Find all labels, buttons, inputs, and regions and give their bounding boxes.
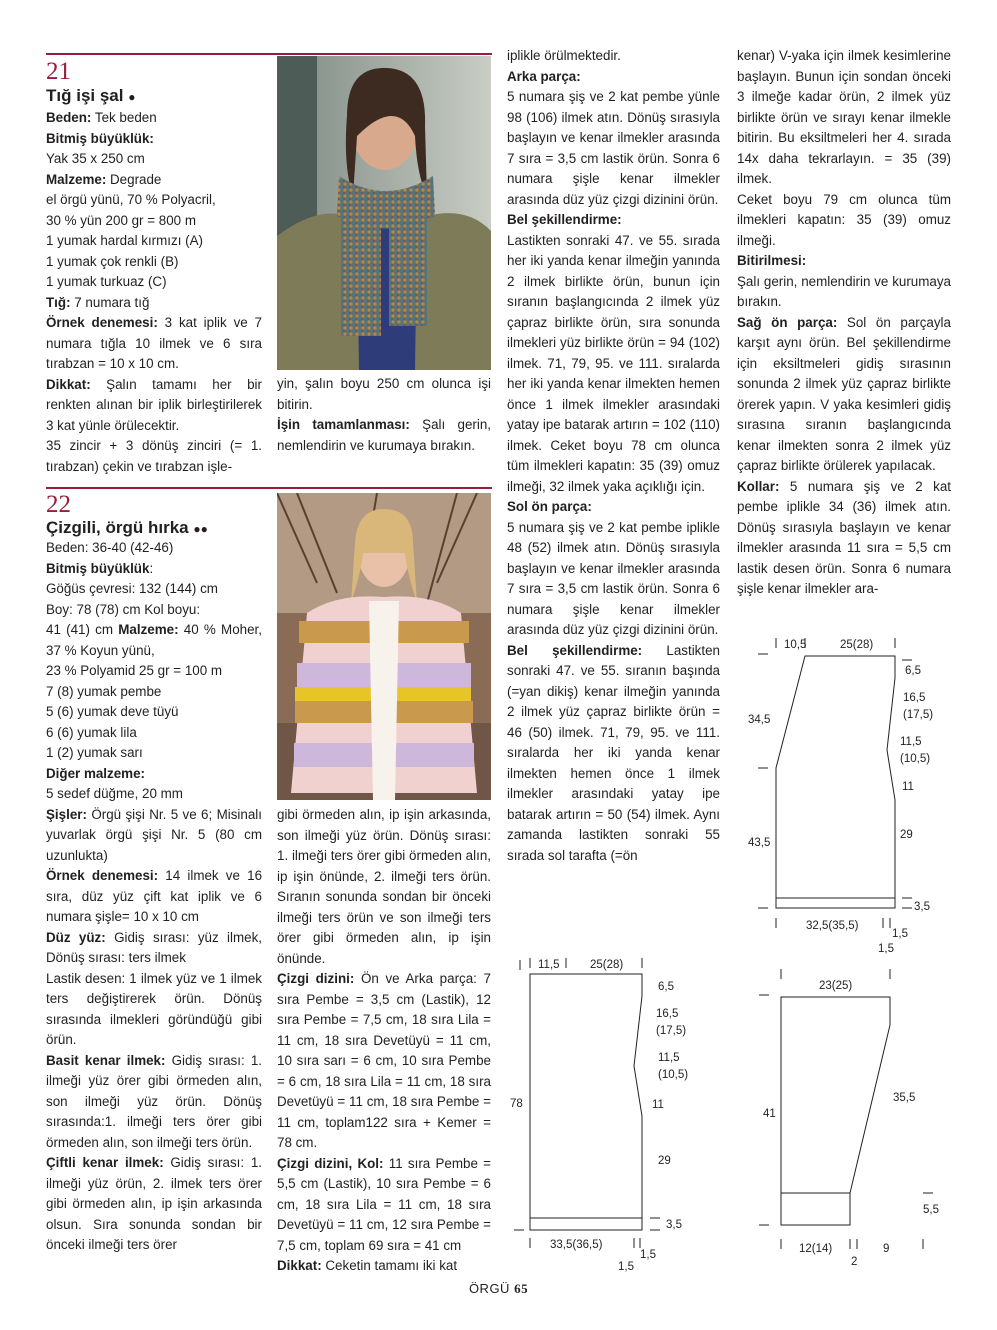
sleeve-r2: 5,5 bbox=[923, 1204, 939, 1216]
paragraph-text: gibi örmeden alın, ip işin arkasında, son ilmeği yüz örün. Dönüş sırası: 1. ilmeği ters örer gibi örmeden alın, ip işin önünde, 2. ilmeği ters örün. Sıranın sonunda sondan bir önceki ilmeği ters örün ve son ilmeği ters örer gibi örmeden alın, ip işin önünde. bbox=[277, 807, 491, 966]
paragraph-label: Sağ ön parça: bbox=[737, 314, 838, 330]
paragraph bbox=[46, 149, 262, 170]
paragraph-text: 30 % yün 200 gr = 800 m bbox=[46, 212, 196, 228]
paragraph-text: Gidiş sırası: yüz ilmek, Dönüş sırası: ters ilmek bbox=[46, 929, 263, 965]
page-footer bbox=[0, 1281, 997, 1297]
paragraph bbox=[46, 805, 262, 867]
paragraph-text: Örgü şişi Nr. 5 ve 6; Misinalı yuvarlak örgü şişi Nr. 5 (80 cm uzunlukta) bbox=[46, 806, 262, 863]
front-r2a: 16,5 bbox=[903, 692, 926, 704]
section-number-21: 21 bbox=[46, 58, 71, 85]
front-top-left: 10,5 bbox=[784, 639, 807, 651]
front-top-right: 25(28) bbox=[840, 639, 874, 651]
paragraph-text: Şalın tamamı her bir renkten alınan bir iplik birleştirilerek 3 kat yünle örülecektir. bbox=[46, 376, 262, 433]
paragraph-text: Yak 35 x 250 cm bbox=[46, 151, 145, 166]
paragraph bbox=[46, 129, 262, 150]
front-r3b: (10,5) bbox=[900, 753, 931, 765]
paragraph-label: Bitmiş büyüklük bbox=[46, 560, 150, 576]
paragraph-text: Beden: 36-40 (42-46) bbox=[46, 540, 174, 555]
cardigan-photo bbox=[277, 493, 491, 800]
paragraph-label: Dikkat: bbox=[46, 376, 91, 392]
paragraph bbox=[507, 46, 720, 67]
paragraph bbox=[277, 1256, 491, 1277]
paragraph-label: Diğer malzeme: bbox=[46, 765, 145, 781]
paragraph bbox=[46, 784, 262, 805]
paragraph bbox=[46, 661, 262, 682]
paragraph bbox=[46, 866, 262, 928]
paragraph bbox=[46, 723, 262, 744]
paragraph-text: 3 kat iplik ve 7 numara tığla 10 ilmek ve 6 sıra tırabzan = 10 x 10 cm. bbox=[46, 315, 263, 371]
paragraph bbox=[277, 1154, 491, 1257]
paragraph-label: Sol ön parça: bbox=[507, 499, 592, 514]
paragraph-text: 41 (41) cm bbox=[46, 622, 114, 637]
sleeve-top: 23(25) bbox=[819, 980, 853, 992]
paragraph-label: Malzeme: bbox=[113, 622, 179, 637]
paragraph bbox=[46, 1051, 262, 1154]
paragraph-text: Degrade bbox=[106, 171, 162, 187]
front-bottom: 32,5(35,5) bbox=[806, 920, 859, 932]
back-r5: 29 bbox=[658, 1155, 671, 1167]
paragraph bbox=[277, 415, 491, 456]
paragraph bbox=[46, 764, 262, 785]
paragraph bbox=[507, 67, 720, 88]
paragraph bbox=[46, 211, 262, 232]
paragraph bbox=[277, 374, 491, 415]
paragraph-text: : bbox=[149, 560, 154, 576]
paragraph bbox=[737, 46, 951, 190]
paragraph bbox=[46, 969, 262, 1051]
paragraph-label: Örnek denemesi: bbox=[46, 868, 159, 883]
paragraph bbox=[46, 620, 262, 661]
paragraph-text: Şalı gerin, nemlendirin ve kurumaya bırakın. bbox=[737, 273, 951, 309]
paragraph bbox=[46, 252, 262, 273]
sleeve-b1: 12(14) bbox=[799, 1243, 833, 1255]
paragraph-label: Çiftli kenar ilmek: bbox=[46, 1155, 164, 1170]
paragraph bbox=[507, 87, 720, 210]
paragraph bbox=[46, 928, 262, 969]
paragraph-text: kenar) V-yaka için ilmek kesimlerine başlayın. Bunun için sondan önceki 3 ilmeğe kadar örün, 2 ilmek yüz birlikte örün ve sırayı kenar ilmekle bitirin. Bu eksiltmeleri her 4. sırada 14x daha tekrarlayın. = 35 (39) ilmek. bbox=[737, 48, 951, 186]
back-bottom: 33,5(36,5) bbox=[550, 1239, 603, 1251]
page-number: 65 bbox=[514, 1281, 529, 1296]
paragraph bbox=[507, 518, 720, 641]
front-l2: 43,5 bbox=[748, 837, 771, 849]
paragraph bbox=[46, 743, 262, 764]
paragraph-label: Dikkat: bbox=[277, 1258, 322, 1273]
front-piece-diagram bbox=[740, 630, 960, 960]
paragraph-label: Örnek denemesi: bbox=[46, 315, 158, 330]
paragraph-label: Kollar: bbox=[737, 478, 780, 494]
paragraph bbox=[737, 272, 951, 313]
paragraph-text: Lastik desen: 1 ilmek yüz ve 1 ilmek ters değiştirerek örün. Dönüş sırasında ilmekleri göründüğü gibi örün. bbox=[46, 970, 262, 1047]
paragraph-label: Bitmiş büyüklük: bbox=[46, 130, 154, 146]
paragraph-label: Düz yüz: bbox=[46, 929, 106, 945]
back-piece-diagram bbox=[510, 948, 710, 1278]
section-title-21: Tığ işi şal ● bbox=[46, 86, 136, 105]
back-l1: 78 bbox=[510, 1098, 523, 1110]
paragraph-text: 1 yumak çok renkli (B) bbox=[46, 253, 179, 269]
paragraph-text: yin, şalın boyu 250 cm olunca işi bitirin. bbox=[277, 376, 491, 412]
sleeve-b2: 9 bbox=[883, 1243, 890, 1255]
paragraph bbox=[507, 210, 720, 231]
paragraph bbox=[737, 190, 951, 252]
paragraph-label: Çizgi dizini: bbox=[277, 971, 355, 986]
paragraph-label: Şişler: bbox=[46, 806, 87, 822]
paragraph bbox=[507, 641, 720, 867]
front-r3a: 11,5 bbox=[900, 736, 922, 748]
paragraph-label: İşin tamamlanması: bbox=[277, 417, 410, 432]
s22-text-col1 bbox=[46, 538, 262, 1256]
paragraph-text: 5 numara şiş ve 2 kat pembe yünle 98 (106) ilmek atın. Dönüş sırasıyla başlayın ve kenar ilmekler arasında 7 sıra = 3,5 cm lastik örün. Sonra 6 numara şişle kenar ilmekler arasında düz yüz çizgi dizinini örün. bbox=[507, 89, 720, 207]
paragraph-text: Gidiş sırası: 1. ilmeği yüz örer gibi örmeden alın, son ilmeği yüz örün. Dönüş sırasında:1. ilmeği ters örer gibi örmeden alın, son ilmeği ters örün. bbox=[46, 1052, 262, 1150]
paragraph-text: 14 ilmek ve 16 sıra, düz yüz çift kat iplik ve 6 numara şişle= 10 x 10 cm bbox=[46, 868, 263, 924]
paragraph-text: 1 (2) yumak sarı bbox=[46, 745, 143, 760]
paragraph-text: 6 (6) yumak lila bbox=[46, 724, 137, 740]
paragraph-label: Basit kenar ilmek: bbox=[46, 1052, 166, 1068]
front-l1: 34,5 bbox=[748, 714, 771, 726]
paragraph-label: Bitirilmesi: bbox=[737, 253, 807, 268]
paragraph-text: Ceket boyu 79 cm olunca tüm ilmekleri kapatın: 35 (39) omuz ilmeği. bbox=[737, 191, 951, 248]
paragraph bbox=[46, 538, 262, 559]
sleeve-b3: 2 bbox=[851, 1256, 858, 1265]
paragraph-text: 11 sıra Pembe = 5,5 cm (Lastik), 10 sıra Pembe = 6 cm, 18 sıra Lila = 11 cm, 18 sıra Devetüyü = 11 cm, 12 sıra Pembe = 7,5 cm, toplam 69 sıra = 41 cm bbox=[277, 1155, 491, 1253]
paragraph-text: 35 zincir + 3 dönüş zinciri (= 1. tırabzan) çekin ve tırabzan işle- bbox=[46, 438, 262, 474]
paragraph bbox=[507, 231, 720, 498]
front-b2: 1,5 bbox=[878, 943, 894, 955]
sleeve-l1: 41 bbox=[763, 1108, 776, 1120]
paragraph bbox=[46, 436, 262, 477]
paragraph-text: Ceketin tamamı iki kat bbox=[321, 1258, 458, 1273]
back-top-right: 25(28) bbox=[590, 959, 624, 971]
paragraph-text: iplikle örülmektedir. bbox=[507, 48, 621, 63]
back-b1: 1,5 bbox=[640, 1249, 656, 1261]
paragraph-text: 7 (8) yumak pembe bbox=[46, 683, 162, 699]
section-rule-21 bbox=[46, 53, 492, 55]
back-r3a: 11,5 bbox=[658, 1052, 680, 1064]
paragraph bbox=[46, 190, 262, 211]
sleeve-r1: 35,5 bbox=[893, 1092, 916, 1104]
paragraph-label: Beden: bbox=[46, 110, 92, 125]
paragraph bbox=[277, 969, 491, 1154]
paragraph bbox=[46, 559, 262, 580]
paragraph-label: Tığ: bbox=[46, 294, 71, 310]
s22-text-col3 bbox=[507, 46, 720, 866]
paragraph bbox=[46, 313, 262, 375]
paragraph bbox=[46, 108, 262, 129]
paragraph-text: 5 sedef düğme, 20 mm bbox=[46, 786, 183, 801]
paragraph-text: 1 yumak turkuaz (C) bbox=[46, 274, 167, 289]
paragraph bbox=[507, 497, 720, 518]
front-r4: 11 bbox=[902, 781, 914, 793]
s22-text-col2 bbox=[277, 805, 491, 1277]
paragraph bbox=[46, 702, 262, 723]
paragraph-text: Şalı gerin, nemlendirin ve kurumaya bırakın. bbox=[277, 417, 491, 453]
sleeve-outline bbox=[781, 997, 890, 1225]
paragraph bbox=[737, 477, 951, 600]
paragraph-label: Arka parça: bbox=[507, 68, 581, 84]
sleeve-diagram bbox=[745, 965, 965, 1265]
paragraph-text: 5 (6) yumak deve tüyü bbox=[46, 704, 179, 719]
section-title-22: Çizgili, örgü hırka ●● bbox=[46, 518, 208, 537]
paragraph bbox=[46, 1153, 262, 1256]
paragraph bbox=[46, 579, 262, 600]
difficulty-icon: ● bbox=[128, 90, 136, 104]
paragraph bbox=[46, 600, 262, 621]
paragraph-text: Lastikten sonraki 47. ve 55. sırada her iki yanda kenar ilmeğin yanında 2 ilmek birlikte örün, bunun için sıranın başlangıcında 2 ilmek yüz çapraz birlikte örün, sıra sonunda ilmekleri yüz birlikte örün = 94 (102) ilmek. 71, 79, 95. ve 111. sıralarda her iki yanda kenar ilmekten hemen önce 1 ilmek ilmekler arasındaki yatay ipe batarak artırın = 102 (110) ilmek. Ceket boyu 78 cm olunca tüm ilmekleri kapatın: 35 (39) omuz ilmeği, 32 ilmek yaka açıklığı için. bbox=[507, 232, 720, 494]
paragraph-text: 5 numara şiş ve 2 kat pembe iplikle 34 (36) ilmek atın. Dönüş sırasıyla başlayın ve kenar ilmekler arasında 11 sıra = 5,5 cm lastik desen örün. Sonra 6 numara şişle kenar ilmekler ara- bbox=[737, 478, 951, 596]
paragraph-text: 40 % Moher, 37 % Koyun yünü, bbox=[46, 622, 262, 658]
paragraph bbox=[277, 805, 491, 969]
s22-text-col4 bbox=[737, 46, 951, 600]
s21-text-col1 bbox=[46, 108, 262, 477]
paragraph-text: 23 % Polyamid 25 gr = 100 m bbox=[46, 663, 223, 678]
paragraph-text: Tek beden bbox=[91, 110, 157, 125]
scarf-photo bbox=[277, 56, 491, 370]
paragraph-text: el örgü yünü, 70 % Polyacril, bbox=[46, 192, 216, 207]
paragraph-text: Göğüs çevresi: 132 (144) cm bbox=[46, 581, 218, 596]
front-r5: 29 bbox=[900, 829, 913, 841]
paragraph-text: Sol ön parçayla karşıt aynı örün. Bel şekillendirme için eksiltmeleri gidiş sırasının sonunda 2 ilmek yüz çapraz birlikte örerek yapın. V yaka kesimleri gidiş sırasına sıranın başlangıcında kenar ilmekten sonra 2 ilmek yüz çapraz birlikte örülerek yapılacak. bbox=[737, 314, 951, 473]
back-r3b: (10,5) bbox=[658, 1069, 689, 1081]
back-r2a: 16,5 bbox=[656, 1008, 679, 1020]
paragraph-text: 7 numara tığ bbox=[70, 294, 150, 310]
back-r6: 3,5 bbox=[666, 1219, 682, 1231]
difficulty-icon: ●● bbox=[193, 522, 208, 536]
paragraph-text: 5 numara şiş ve 2 kat pembe iplikle 48 (52) ilmek atın. Dönüş sırasıyla başlayın ve kenar ilmekler arasında 7 sıra = 3,5 cm lastik örün. Sonra 6 numara şişle kenar ilmekler arasında düz yüz çizgi dizinini örün. bbox=[507, 519, 720, 637]
paragraph-label: Bel şekillendirme: bbox=[507, 642, 643, 658]
back-r2b: (17,5) bbox=[656, 1025, 687, 1037]
paragraph-text: Boy: 78 (78) cm Kol boyu: bbox=[46, 601, 201, 617]
front-b1: 1,5 bbox=[892, 928, 908, 940]
section-rule-22 bbox=[46, 487, 492, 489]
magazine-name: ÖRGÜ bbox=[468, 1281, 510, 1296]
paragraph bbox=[46, 272, 262, 293]
paragraph bbox=[737, 251, 951, 272]
front-piece-outline bbox=[776, 656, 895, 908]
paragraph-label: Bel şekillendirme: bbox=[507, 212, 622, 227]
paragraph bbox=[46, 170, 262, 191]
front-r2b: (17,5) bbox=[903, 709, 934, 721]
paragraph bbox=[46, 231, 262, 252]
paragraph-label: Malzeme: bbox=[46, 171, 107, 187]
back-piece-outline bbox=[530, 974, 642, 1230]
paragraph-text: 1 yumak hardal kırmızı (A) bbox=[46, 233, 204, 248]
paragraph bbox=[46, 682, 262, 703]
back-r1: 6,5 bbox=[658, 981, 674, 993]
paragraph-label: Çizgi dizini, Kol: bbox=[277, 1155, 384, 1171]
section-number-22: 22 bbox=[46, 491, 71, 518]
back-b2: 1,5 bbox=[618, 1261, 634, 1273]
paragraph-text: Ön ve Arka parça: 7 sıra Pembe = 3,5 cm (Lastik), 12 sıra Pembe = 7,5 cm, 18 sıra Lila = 11 cm, 18 sıra Devetüyü = 11 cm, 10 sıra sarı = 6 cm, 10 sıra Pembe = 6 cm, 18 sıra Lila = 11 cm, 18 sıra Devetüyü = 11 cm, 18 sıra Pembe = 11 cm, toplam122 sıra + Kemer = 78 cm. bbox=[277, 971, 491, 1150]
back-top-left: 11,5 bbox=[538, 959, 560, 971]
paragraph bbox=[46, 293, 262, 314]
paragraph-text: Gidiş sırası: 1. ilmeği yüz örün, 2. ilmek ters örer gibi örmeden alın, ip işin arkasında olsun. Sıra sonunda sondan bir önceki ilmeği ters örer bbox=[46, 1155, 262, 1252]
s21-text-col2 bbox=[277, 374, 491, 456]
front-r1: 6,5 bbox=[905, 665, 921, 677]
paragraph-text: Lastikten sonraki 47. ve 55. sıranın başında (=yan dikiş) kenar ilmeğin yanında 2 ilmek yüz çapraz birlikte örün = 46 (50) ilmek. 71, 79, 95. ve 111. sıralarda her iki yanda kenar ilmekten hemen önce 1 ilmek ilmekler arasındaki yatay ipe batarak artırın = 50 (54) ilmek. Aynı zamanda lastikten sonraki 55 sırada sol tarafta (=ön bbox=[507, 642, 720, 863]
paragraph bbox=[46, 375, 262, 437]
back-r4: 11 bbox=[652, 1099, 664, 1111]
front-r6: 3,5 bbox=[914, 901, 930, 913]
paragraph bbox=[737, 313, 951, 477]
